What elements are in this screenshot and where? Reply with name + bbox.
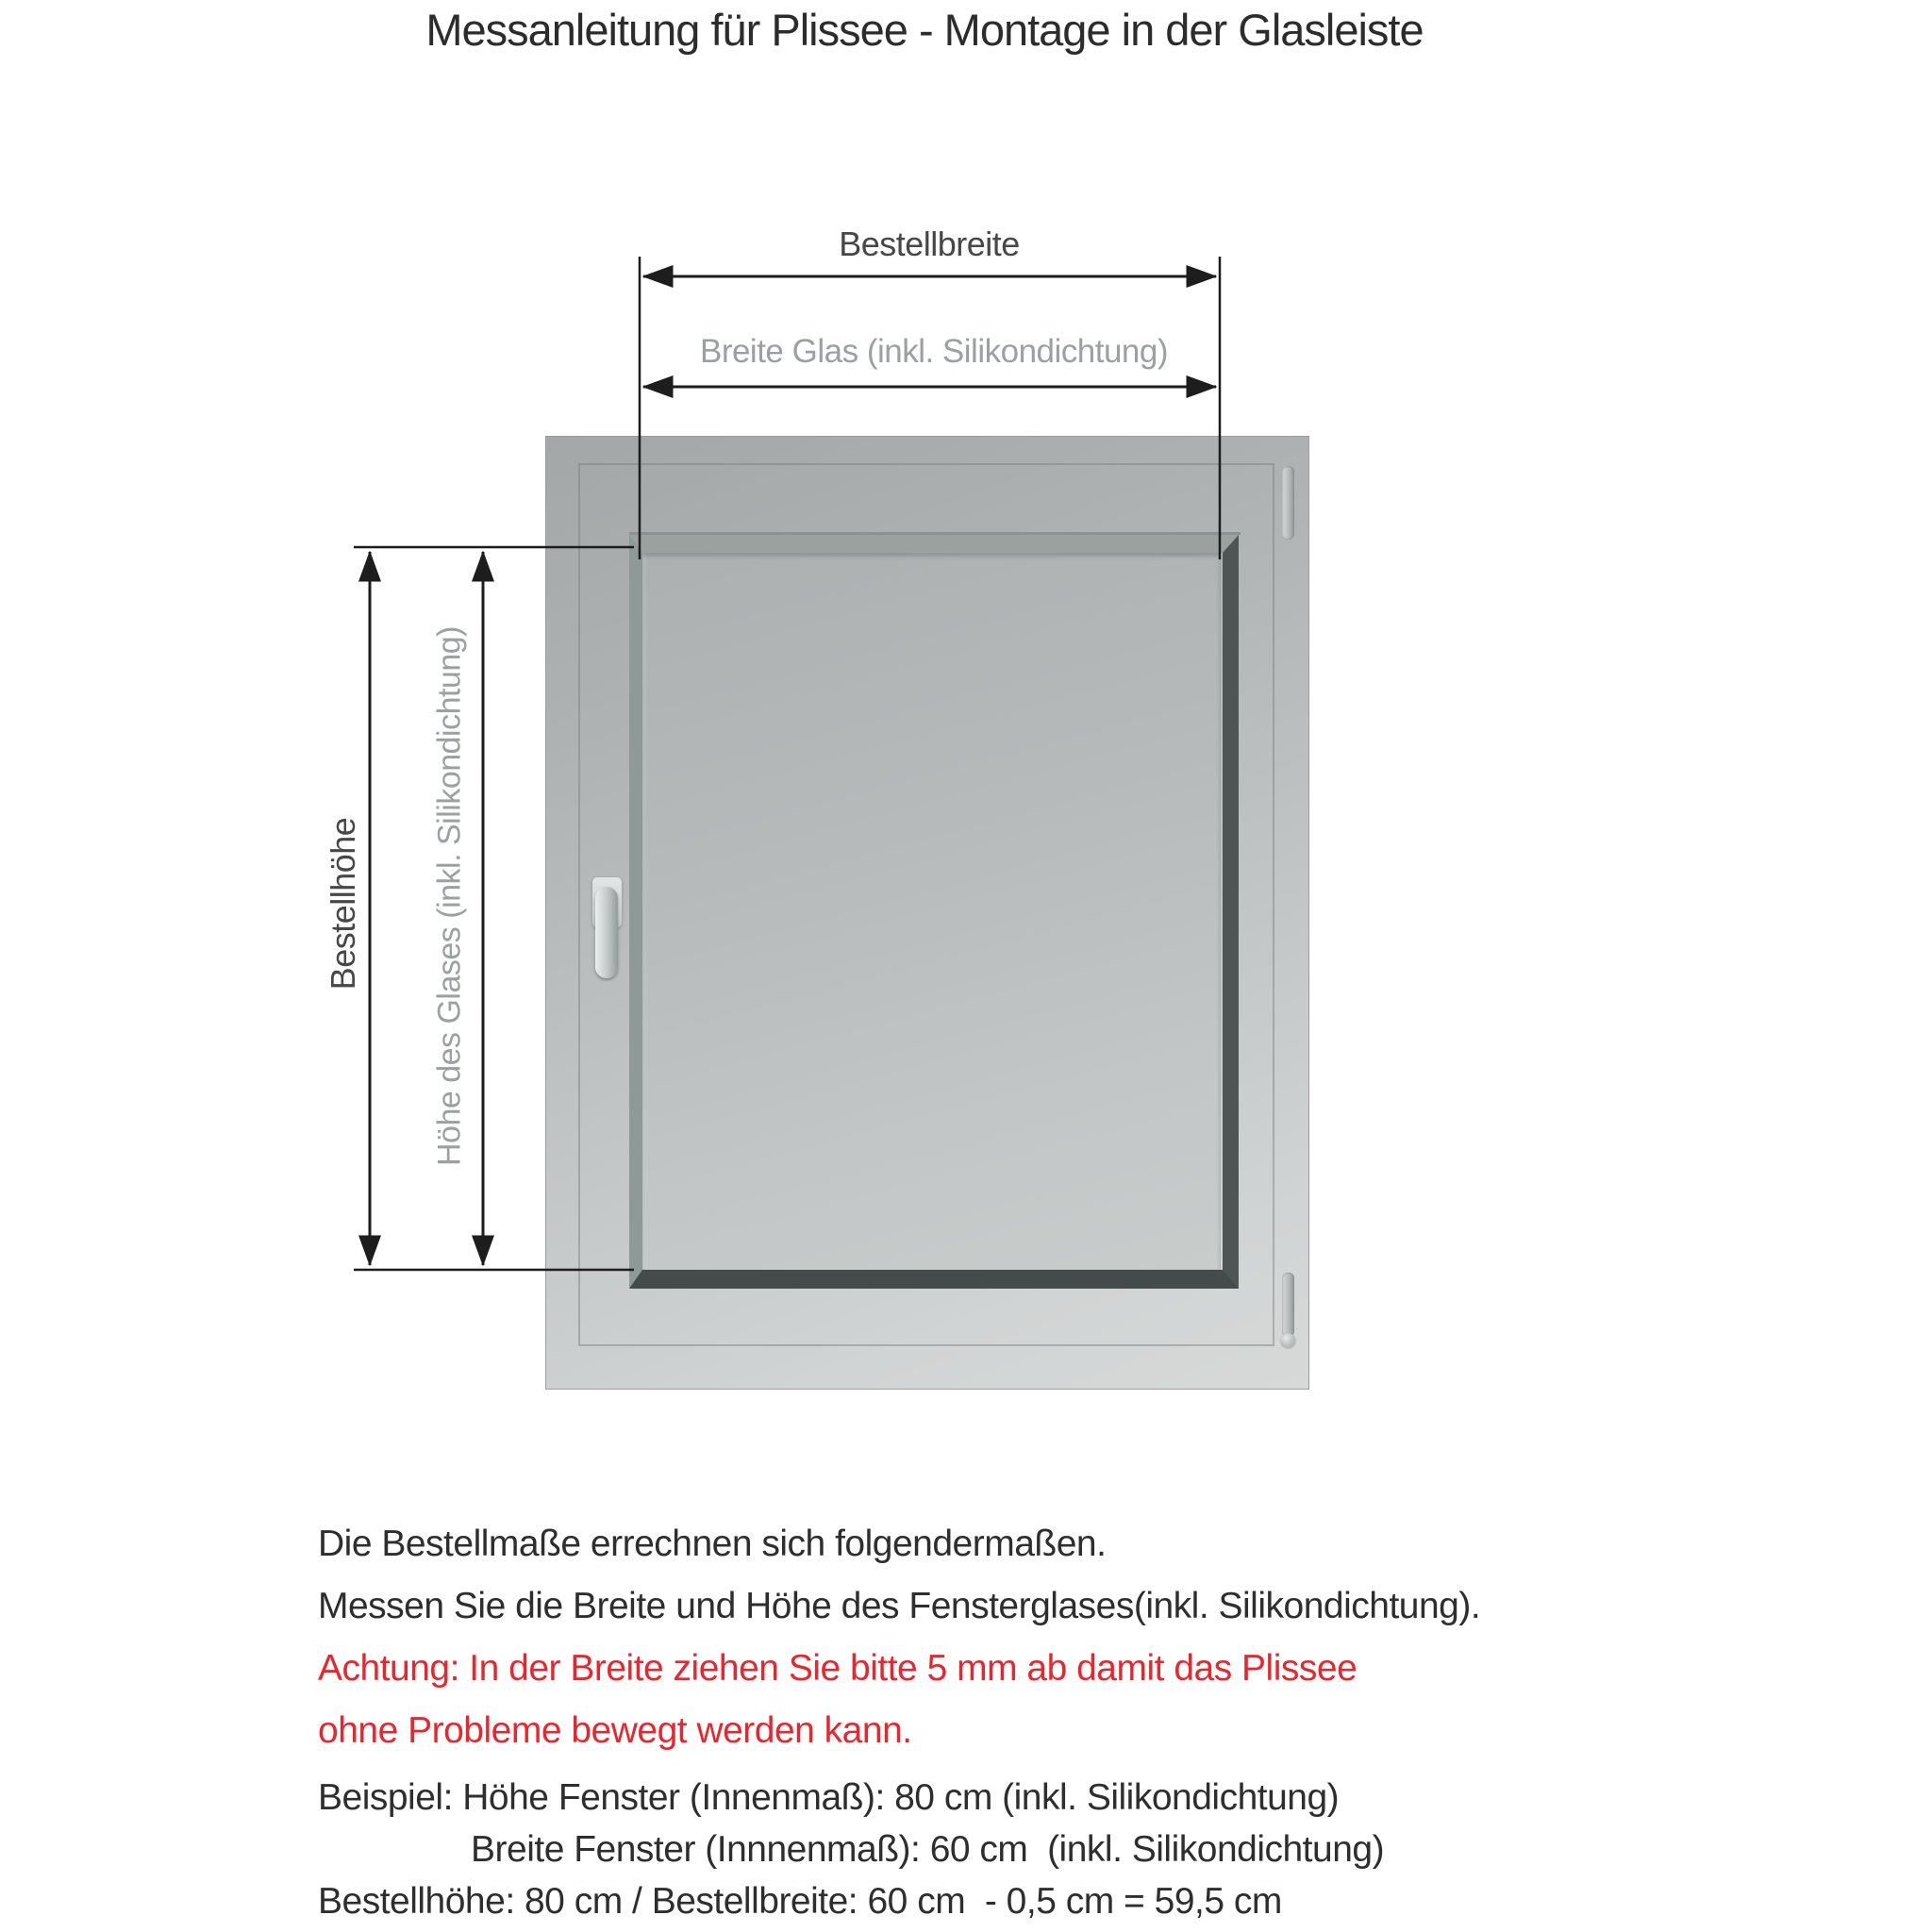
label-order-height: Bestellhöhe bbox=[324, 817, 362, 991]
example-line-2: Breite Fenster (Innnenmaß): 60 cm (inkl. Silikondichtung) bbox=[471, 1829, 1385, 1870]
label-glass-width: Breite Glas (inkl. Silikondichtung) bbox=[699, 333, 1169, 370]
intro-line-1: Die Bestellmaße errechnen sich folgendermaßen. bbox=[318, 1524, 1107, 1564]
example-block bbox=[318, 1772, 1384, 1927]
instructions-block bbox=[318, 1513, 1480, 1762]
example-line-3: Bestellhöhe: 80 cm / Bestellbreite: 60 cm - 0,5 cm = 59,5 cm bbox=[318, 1881, 1282, 1922]
label-order-width: Bestellbreite bbox=[839, 225, 1020, 263]
label-glass-height: Höhe des Glases (inkl. Silikondichtung) bbox=[431, 625, 468, 1167]
warning-line-2: ohne Probleme bewegt werden kann. bbox=[318, 1710, 912, 1751]
example-line-1: Beispiel: Höhe Fenster (Innenmaß): 80 cm (inkl. Silikondichtung) bbox=[318, 1777, 1340, 1818]
intro-line-2: Messen Sie die Breite und Höhe des Fensterglases(inkl. Silikondichtung). bbox=[318, 1586, 1481, 1626]
warning-line-1: Achtung: In der Breite ziehen Sie bitte 5 mm ab damit das Plissee bbox=[318, 1648, 1357, 1689]
page-title: Messanleitung für Plissee - Montage in der Glasleiste bbox=[425, 5, 1424, 55]
